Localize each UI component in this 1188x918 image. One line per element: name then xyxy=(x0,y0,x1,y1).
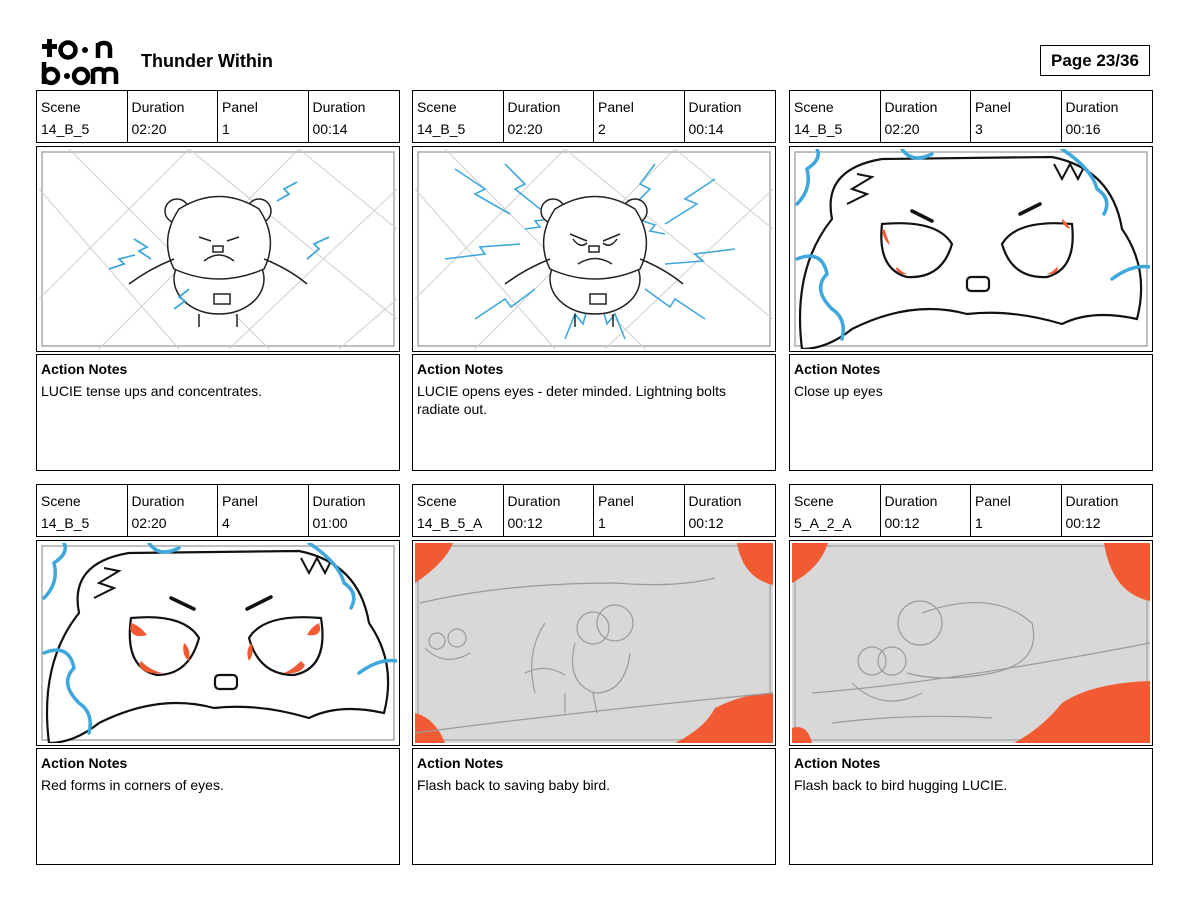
scene-value: 14_B_5 xyxy=(41,121,90,137)
panel-meta xyxy=(789,90,1153,143)
duration-label: Duration xyxy=(131,493,185,509)
action-notes-heading: Action Notes xyxy=(417,361,504,377)
panel-label: Panel xyxy=(222,493,258,509)
panel-frame xyxy=(789,146,1153,352)
scene-value: 14_B_5_A xyxy=(417,515,483,531)
action-notes xyxy=(789,748,1153,865)
red-eyes-sketch xyxy=(39,543,397,743)
action-notes-text: Red forms in corners of eyes. xyxy=(41,777,224,793)
action-notes-heading: Action Notes xyxy=(794,755,881,771)
panel-number: 1 xyxy=(975,515,983,531)
scene-duration-value: 00:12 xyxy=(884,515,920,531)
panel-frame xyxy=(789,540,1153,746)
action-notes-text: LUCIE tense ups and concentrates. xyxy=(41,383,263,399)
panel-meta xyxy=(412,484,776,537)
panel-duration-value: 00:12 xyxy=(688,515,724,531)
scene-value: 14_B_5 xyxy=(41,515,90,531)
action-notes-text: Flash back to saving baby bird. xyxy=(417,777,610,793)
close-up-eyes-sketch xyxy=(792,149,1150,349)
panel-frame xyxy=(36,146,400,352)
toonboom-logo xyxy=(38,36,126,86)
panel-number: 3 xyxy=(975,121,983,137)
action-notes-text: LUCIE opens eyes - deter minded. Lightning bolts radiate out. xyxy=(417,383,726,417)
action-notes-heading: Action Notes xyxy=(41,755,128,771)
panel-meta xyxy=(36,484,400,537)
action-notes-heading: Action Notes xyxy=(417,755,504,771)
scene-value: 14_B_5 xyxy=(794,121,843,137)
action-notes xyxy=(412,354,776,471)
panel-frame xyxy=(412,146,776,352)
panel-duration-value: 00:12 xyxy=(1065,515,1101,531)
scene-duration-value: 02:20 xyxy=(507,121,543,137)
action-notes xyxy=(789,354,1153,471)
panel-meta xyxy=(36,90,400,143)
panel-duration-label: Duration xyxy=(688,493,742,509)
scene-label: Scene xyxy=(417,99,457,115)
scene-label: Scene xyxy=(794,493,834,509)
panel-number: 1 xyxy=(222,121,230,137)
action-notes xyxy=(412,748,776,865)
scene-label: Scene xyxy=(41,99,81,115)
panel-label: Panel xyxy=(975,493,1011,509)
panel-duration-label: Duration xyxy=(312,99,366,115)
scene-label: Scene xyxy=(41,493,81,509)
duration-label: Duration xyxy=(131,99,185,115)
panel-label: Panel xyxy=(975,99,1011,115)
panel-duration-value: 01:00 xyxy=(312,515,348,531)
action-notes xyxy=(36,748,400,865)
duration-label: Duration xyxy=(884,493,938,509)
panel-duration-value: 00:14 xyxy=(688,121,724,137)
flashback-bird-hug-sketch xyxy=(792,543,1150,743)
panel-label: Panel xyxy=(598,99,634,115)
panel-meta xyxy=(412,90,776,143)
panel-number: 4 xyxy=(222,515,230,531)
action-notes-text: Flash back to bird hugging LUCIE. xyxy=(794,777,1008,793)
panel-number: 2 xyxy=(598,121,606,137)
scene-label: Scene xyxy=(794,99,834,115)
panel-duration-value: 00:16 xyxy=(1065,121,1101,137)
scene-duration-value: 02:20 xyxy=(131,121,167,137)
action-notes-text: Close up eyes xyxy=(794,383,883,399)
action-notes-heading: Action Notes xyxy=(794,361,881,377)
panel-duration-label: Duration xyxy=(688,99,742,115)
scene-label: Scene xyxy=(417,493,457,509)
panel-duration-label: Duration xyxy=(1065,493,1119,509)
scene-duration-value: 02:20 xyxy=(131,515,167,531)
page-indicator: Page 23/36 xyxy=(1040,45,1150,76)
panel-label: Panel xyxy=(222,99,258,115)
panel-label: Panel xyxy=(598,493,634,509)
action-notes-heading: Action Notes xyxy=(41,361,128,377)
document-title: Thunder Within xyxy=(141,51,273,71)
panel-frame xyxy=(36,540,400,746)
panel-duration-label: Duration xyxy=(312,493,366,509)
lucie-tense-sketch xyxy=(39,149,397,349)
duration-label: Duration xyxy=(507,99,561,115)
scene-value: 5_A_2_A xyxy=(794,515,852,531)
scene-value: 14_B_5 xyxy=(417,121,466,137)
panel-number: 1 xyxy=(598,515,606,531)
flashback-baby-bird-sketch xyxy=(415,543,773,743)
duration-label: Duration xyxy=(507,493,561,509)
duration-label: Duration xyxy=(884,99,938,115)
action-notes xyxy=(36,354,400,471)
lucie-lightning-sketch xyxy=(415,149,773,349)
panel-duration-value: 00:14 xyxy=(312,121,348,137)
scene-duration-value: 00:12 xyxy=(507,515,543,531)
scene-duration-value: 02:20 xyxy=(884,121,920,137)
panel-frame xyxy=(412,540,776,746)
panel-meta xyxy=(789,484,1153,537)
panel-duration-label: Duration xyxy=(1065,99,1119,115)
